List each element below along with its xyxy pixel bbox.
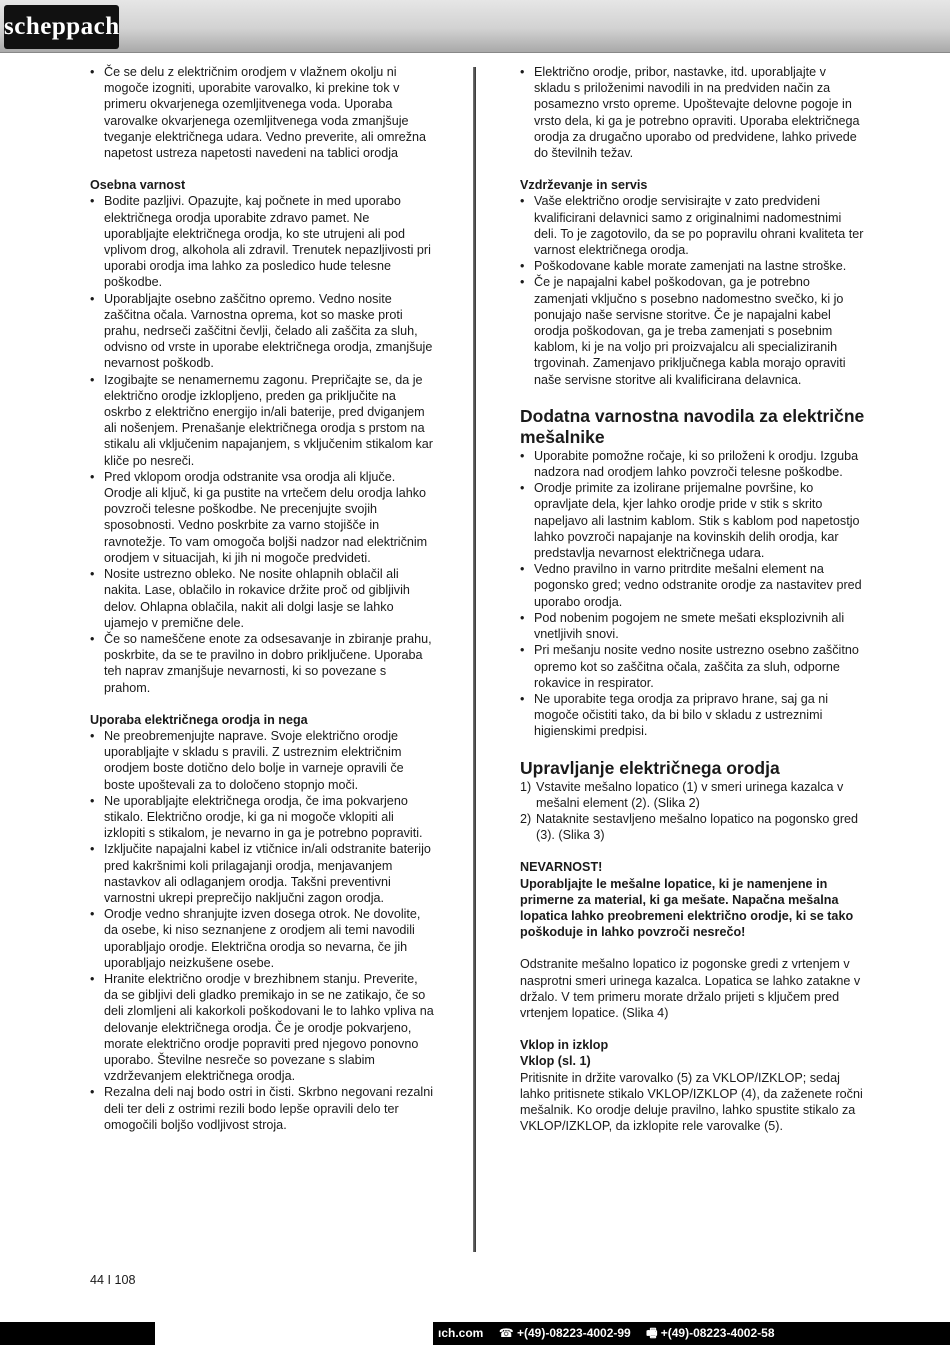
list-item: • Pred vklopom orodja odstranite vsa orodja ali ključe. Orodje ali ključ, ki ga pustite na vrtečem delu orodja lahko povzroči telesne poškodbe. Ne precenjujte svojih sposobnosti. Vedno poskrbite za varno stojišče in ravnotežje. To vam omogoča boljši nadzor nad električnim orodjem v situacijah, ki jih ni mogoče predvideti. — [90, 469, 435, 566]
right-intro-list — [520, 64, 865, 161]
right-column — [520, 64, 865, 1134]
list-item: • Uporabite pomožne ročaje, ki so priloženi k orodju. Izguba nadzora nad orodjem lahko povzroči telesne poškodbe. — [520, 448, 865, 480]
list-item: • Izogibajte se nenamernemu zagonu. Prepričajte se, da je električno orodje izklopljeno, preden ga priključite na oskrbo z električno energijo in/ali baterije, pred dviganjem ali nošenjem. Prenašanje električnega orodja s prstom na stikalu ali vključenim napajanjem, s vključenim stikalom kar kliče po nesreči. — [90, 372, 435, 469]
step-item — [520, 811, 865, 843]
mixer-safety-list — [520, 448, 865, 740]
list-item: • Če se delu z električnim orodjem v vlažnem okolju ni mogoče izogniti, uporabite varovalko, ki prekine tok v primeru okvarjenega ozemljitvenega voda. Uporaba varovalke okvarjenega ozemljitvenega voda zmanjšuje tveganje električnega udara. Vedno preverite, ali omrežna napetost ustreza napetosti navedeni na tablici orodja — [90, 64, 435, 161]
tool-use-list — [90, 728, 435, 1133]
list-item: • Električno orodje, pribor, nastavke, itd. uporabljajte v skladu s priloženimi navodili in na predviden način za posamezno vrsto opreme. Upoštevajte delovne pogoje in vrsto dela, ki ga je potrebno opraviti. Uporaba električnega orodja za drugačno uporabo od predvidene, lahko privede do številnih težav. — [520, 64, 865, 161]
footer-bar — [0, 1322, 950, 1345]
section-heading-on-off: Vklop in izklop — [520, 1038, 609, 1053]
brand-logo: scheppach — [4, 5, 119, 49]
maintenance-list — [520, 193, 865, 387]
list-item: • Bodite pazljivi. Opazujte, kaj počnete in med uporabo električnega orodja uporabite zdravo pamet. Ne uporabljajte električnega orodja, ko ste utrujeni ali pod vplivom drog, alkohola ali zdravil. Trenutek nepazljivosti pri uporabi orodja ima lahko za posledico hude telesne poškodbe. — [90, 193, 435, 290]
list-item: • Ne preobremenjujte naprave. Svoje električno orodje uporabljajte v skladu s pravili. Z ustreznim električnim orodjem boste dotično delo bolje in varneje opravili če boste upoštevali za to določeno stopnjo moči. — [90, 728, 435, 793]
page-number: 44 I 108 — [90, 1273, 136, 1287]
list-item: • Izključite napajalni kabel iz vtičnice in/ali odstranite baterijo pred kakršnimi koli prilagajanji orodja, menjavanjem nastavkov ali odlaganjem orodja. Takšni preventivni varnostni ukrepi preprečijo naključni zagon orodja. — [90, 841, 435, 906]
personal-safety-list — [90, 193, 435, 695]
section-heading-operation: Upravljanje električnega orodja — [520, 757, 780, 778]
list-item: • Orodje vedno shranjujte izven dosega otrok. Ne dovolite, da osebe, ki niso seznanjene z orodjem ali temi navodili uporabljajo orodje. Električna orodja so nevarna, če jih uporabljajo neizkušene osebe. — [90, 906, 435, 971]
column-divider — [473, 67, 476, 1252]
footer-fax: 🖷 +(49)-08223-4002-58 — [646, 1326, 775, 1340]
list-item: • Če je napajalni kabel poškodovan, ga je potrebno zamenjati vključno s posebno nadomestno svečko, ki jo ponujajo naše servisne storitve. Če je napajalni kabel orodja poškodovan, ga je treba zamenjati s posebnim kablom, ki je na voljo pri proizvajalcu ali specializiranih trgovinah. Zamenjavo priključnega kabla morajo opraviti naše servisne storitve ali kvalificirana delavnica. — [520, 274, 865, 387]
list-item: • Nosite ustrezno obleko. Ne nosite ohlapnih oblačil ali nakita. Lase, oblačilo in rokavice držite proč od gibljivih delov. Ohlapna oblačila, nakit ali dolgi lasje se lahko ujamejo v premične dele. — [90, 566, 435, 631]
subheading-switch-on: Vklop (sl. 1) — [520, 1054, 591, 1069]
list-item: • Če so nameščene enote za odsesavanje in zbiranje prahu, poskrbite, da se te pravilno in dobro priključene. Uporaba teh naprav zmanjšuje nevarnosti, ki so povezane s prahom. — [90, 631, 435, 696]
footer-website: ıch.com — [438, 1326, 484, 1340]
section-heading-tool-use: Uporaba električnega orodja in nega — [90, 712, 308, 727]
step-text: Vstavite mešalno lopatico (1) v smeri urinega kazalca v mešalni element (2). (Slika 2) — [536, 779, 844, 810]
list-item: • Vaše električno orodje servisirajte v zato predvideni kvalificirani delavnici samo z originalnimi nadomestnimi deli. To je zagotovilo, da se po popravilu ohrani kvaliteta ter varnost električnega orodja. — [520, 193, 865, 258]
section-heading-mixer-safety: Dodatna varnostna navodila za električne mešalnike — [520, 405, 865, 447]
step-item — [520, 779, 865, 811]
header-bar — [0, 0, 950, 53]
warning-text: Uporabljajte le mešalne lopatice, ki je namenjene in primerne za material, ki ga mešate. Napačna mešalna lopatica lahko preobremeni električno orodje, ki se tako poškoduje in lahko povzroči nesrečo! — [520, 876, 854, 940]
list-item: • Orodje primite za izolirane prijemalne površine, ko opravljate dela, kjer lahko orodje pride v stik s skrito napeljavo ali lastnim kablom. Stik s kablom pod napetostjo lahko povzroči napajanje na kovinskih delih orodja, kar predstavlja nevarnost električnega udara. — [520, 480, 865, 561]
section-heading-personal-safety: Osebna varnost — [90, 178, 186, 193]
step-text: Nataknite sestavljeno mešalno lopatico na pogonsko gred (3). (Slika 3) — [536, 811, 859, 843]
list-item: • Vedno pravilno in varno pritrdite mešalni element na pogonsko gred; vedno odstranite orodje za nastavitev pred uporabo orodja. — [520, 561, 865, 610]
step-number: 1) — [520, 779, 532, 794]
list-item: • Uporabljajte osebno zaščitno opremo. Vedno nosite zaščitna očala. Varnostna oprema, kot so maske proti prahu, nedrseči zaščitni čevlji, čelado ali zaščita za sluh, odvisno od vrste in uporabe električnega orodja, zmanjšuje nevarnost poškodb. — [90, 291, 435, 372]
switch-on-paragraph: Pritisnite in držite varovalko (5) za VKLOP/IZKLOP; sedaj lahko pritisnete stikalo VKLOP/IZKLOP (4), da zaženete ročni mešalnik. Ko orodje deluje pravilno, lahko spustite stikalo za VKLOP/IZKLOP, da izklopite rele varovalke (5). — [520, 1070, 863, 1134]
footer-phone: ☎ +(49)-08223-4002-99 — [498, 1326, 631, 1340]
operation-steps — [520, 779, 865, 844]
list-item: • Pod nobenim pogojem ne smete mešati eksplozivnih ali vnetljivih snovi. — [520, 610, 865, 642]
list-item: • Ne uporabite tega orodja za pripravo hrane, saj ga ni mogoče očistiti tako, da bi bilo v skladu z ustreznimi higienskimi predpisi. — [520, 691, 865, 740]
warning-title: NEVARNOST! — [520, 860, 603, 875]
list-item: • Hranite električno orodje v brezhibnem stanju. Preverite, da se gibljivi deli gladko premikajo in se ne zatikajo, če so deli zlomljeni ali kakorkoli poškodovani le to lahko vpliva na delovanje električnega orodja. Če je orodje pokvarjeno, morate električno orodje popraviti pred njegovo ponovno uporabo. Številne nesreče so povezane s slabim vzdrževanjem električnega orodja. — [90, 971, 435, 1084]
list-item: • Ne uporabljajte električnega orodja, če ima pokvarjeno stikalo. Električno orodje, ki ga ni mogoče vklopiti ali izklopiti s stikalom, je nevarno in ga je potrebno popraviti. — [90, 793, 435, 842]
left-column — [90, 64, 435, 1133]
list-item: • Poškodovane kable morate zamenjati na lastne stroške. — [520, 258, 865, 274]
removal-paragraph: Odstranite mešalno lopatico iz pogonske gredi z vrtenjem v nasprotni smeri urinega kazalca. Lopatica se lahko zatakne v držalo. V tem primeru morate držalo prijeti s ključem pred vrtenjem lopatice. (Slika 4) — [520, 957, 861, 1020]
footer-contact — [438, 1322, 787, 1345]
section-heading-maintenance: Vzdrževanje in servis — [520, 178, 648, 193]
list-item: • Rezalna deli naj bodo ostri in čisti. Skrbno negovani rezalni deli ter deli z ostrimi rezili bodo lepše opravili delo ter omogočili boljšo vodljivost stroja. — [90, 1084, 435, 1133]
list-item: • Pri mešanju nosite vedno nosite ustrezno osebno zaščitno opremo kot so zaščitna očala, zaščita za sluh, odporne rokavice in respirator. — [520, 642, 865, 691]
left-intro-list — [90, 64, 435, 161]
footer-white-block — [155, 1322, 433, 1345]
step-number: 2) — [520, 811, 532, 826]
